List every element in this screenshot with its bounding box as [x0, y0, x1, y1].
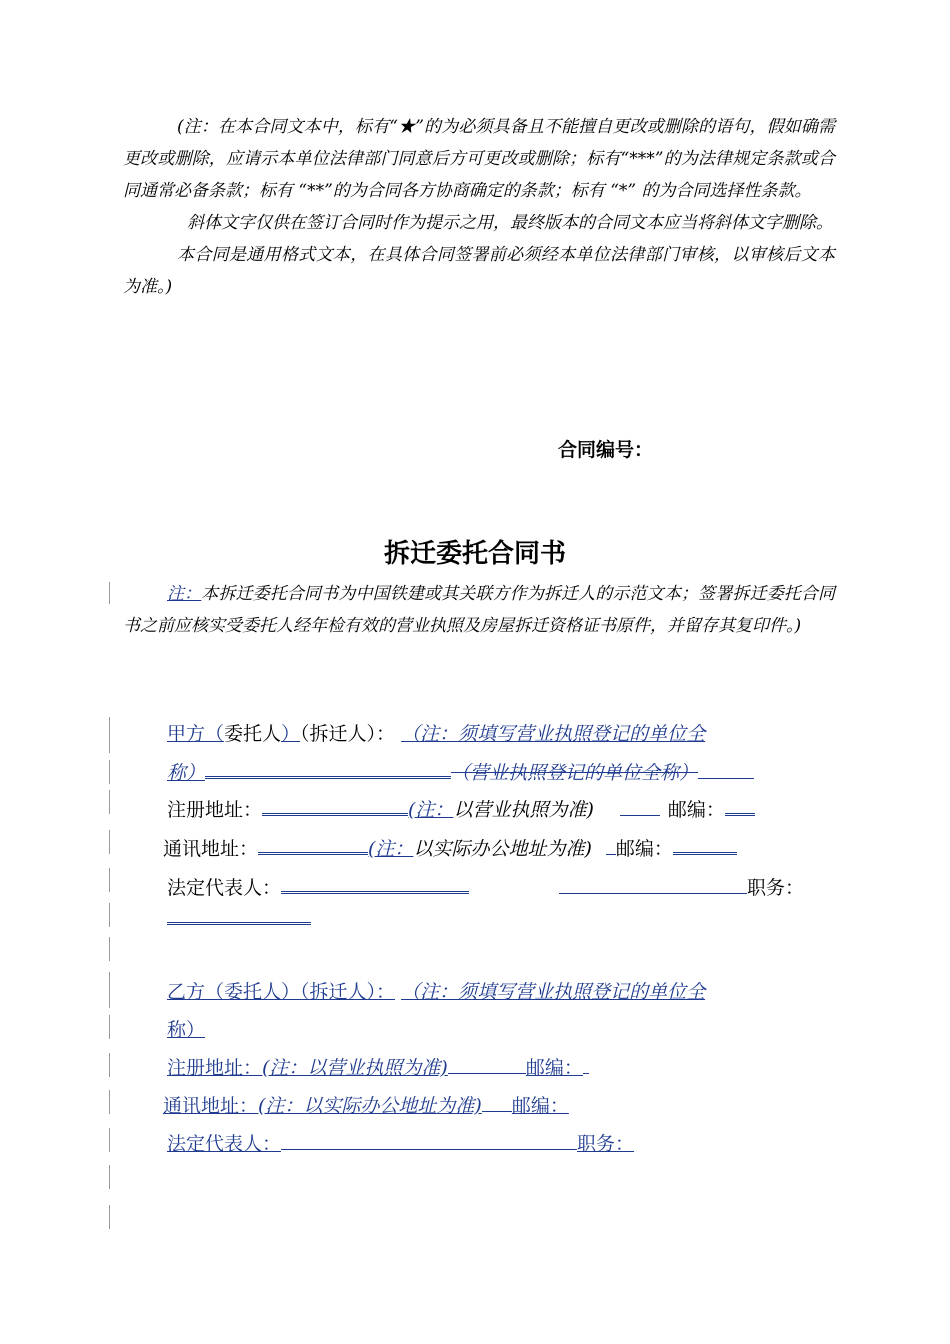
revision-bar [109, 582, 110, 604]
party-a-registered-note-prefix: (注： [408, 799, 454, 821]
party-b-name-note[interactable]: （注：须填写营业执照登记的单位全 [401, 981, 706, 1003]
party-a-position-label: 职务： [747, 877, 805, 899]
party-a-mailing-blank[interactable] [606, 838, 616, 855]
party-b-mailing-field[interactable] [482, 1095, 512, 1112]
party-b-mailing-row [163, 1091, 569, 1118]
usage-note-2: 斜体文字仅供在签订合同时作为提示之用，最终版本的合同文本应当将斜体文字删除。 [187, 213, 833, 233]
party-a-heading [167, 719, 705, 746]
party-a-postcode2-label: 邮编： [615, 838, 673, 860]
template-note-prefix: 注： [167, 584, 202, 604]
party-b-postcode2-label: 邮编： [511, 1095, 569, 1117]
party-a-registered-label: 注册地址： [167, 799, 263, 821]
revision-bar [109, 830, 110, 854]
party-a-postcode2-field[interactable] [673, 836, 737, 855]
party-a-rep-row [167, 873, 804, 900]
party-b-rep-field[interactable] [281, 1133, 577, 1150]
party-b-registered-label: 注册地址： [167, 1057, 263, 1079]
usage-note-3: 本合同是通用格式文本，在具体合同签署前必须经本单位法律部门审核，以审核后文本为准。) [123, 245, 835, 297]
party-b-registered-note: (注：以营业执照为准) [262, 1057, 448, 1079]
party-a-struck-text: （营业执照登记的单位全称） [451, 762, 699, 784]
party-a-position-field[interactable] [167, 906, 311, 925]
party-a-name-field-end[interactable] [698, 762, 754, 779]
revision-bar [109, 1015, 110, 1039]
party-a-mailing-row [163, 834, 737, 861]
revision-bar [109, 790, 110, 814]
party-a-registered-note: 以营业执照为准) [453, 799, 594, 821]
party-b-label: 乙方（委托人）（拆迁人）： [167, 981, 396, 1003]
party-b-heading [167, 977, 705, 1004]
party-a-postcode-label: 邮编： [667, 799, 725, 821]
party-a-demolisher: （拆迁人）： [300, 723, 396, 745]
party-b-mailing-label: 通讯地址： [163, 1095, 259, 1117]
document-title: 拆迁委托合同书 [383, 539, 566, 569]
party-a-registered-row [167, 795, 755, 822]
revision-bar [109, 972, 110, 1008]
party-b-postcode-label: 邮编： [525, 1057, 583, 1079]
party-a-name-note[interactable]: （注：须填写营业执照登记的单位全 [401, 723, 706, 745]
revision-bar [109, 868, 110, 892]
party-b-mailing-note: (注：以实际办公地址为准) [258, 1095, 482, 1117]
party-a-name-field[interactable] [205, 760, 451, 779]
party-a-heading-cont [167, 758, 754, 785]
party-b-position-label: 职务： [577, 1133, 635, 1155]
revision-bar [109, 903, 110, 927]
party-a-rep-blank[interactable] [559, 877, 747, 894]
party-b-postcode-field[interactable] [583, 1057, 589, 1074]
revision-bar [109, 1128, 110, 1152]
party-b-rep-row [167, 1129, 634, 1156]
revision-bar [109, 1165, 110, 1189]
template-note-text: 本拆迁委托合同书为中国铁建或其关联方作为拆迁人的示范文本；签署拆迁委托合同书之前应核实受委托人经年检有效的营业执照及房屋拆迁资格证书原件，并留存其复印件。) [123, 584, 836, 636]
usage-notes [123, 111, 835, 303]
party-a-registered-field[interactable] [262, 797, 408, 816]
party-b-rep-label: 法定代表人： [167, 1133, 282, 1155]
party-a-position-row [167, 906, 311, 930]
contract-number-label: 合同编号： [558, 439, 654, 461]
party-a-mailing-note-prefix: (注： [368, 838, 414, 860]
party-a-bracket: ） [281, 723, 301, 745]
party-a-rep-field[interactable] [281, 875, 469, 894]
party-a-registered-blank[interactable] [620, 799, 660, 816]
revision-bar [109, 1205, 110, 1229]
party-b-name-note-cont: 称） [167, 1019, 206, 1041]
party-a-name-note-cont: 称） [167, 762, 206, 784]
revision-bar [109, 1090, 110, 1114]
party-a-mailing-note: 以实际办公地址为准) [413, 838, 592, 860]
revision-bar [109, 937, 110, 961]
revision-bar [109, 717, 110, 753]
party-b-heading-cont [167, 1015, 205, 1042]
party-a-mailing-label: 通讯地址： [163, 838, 259, 860]
party-a-postcode-field[interactable] [725, 797, 755, 816]
party-a-mailing-field[interactable] [258, 836, 368, 855]
party-a-label: 甲方（ [167, 723, 225, 745]
template-note [123, 578, 835, 642]
revision-bar [109, 760, 110, 784]
party-b-registered-field[interactable] [448, 1057, 526, 1074]
party-a-rep-label: 法定代表人： [167, 877, 282, 899]
usage-note-1: (注：在本合同文本中，标有“★”的为必须具备且不能擅自更改或删除的语句，假如确需更改或删除，应请示本单位法律部门同意后方可更改或删除；标有“***”的为法律规定条款或合同通常必备条款；标有 “**”的为合同各方协商确定的条款；标有 “*” 的为合同选择性条款。 [123, 117, 835, 201]
revision-bar [109, 1053, 110, 1077]
party-a-role: 委托人 [224, 723, 282, 745]
party-b-registered-row [167, 1053, 589, 1080]
